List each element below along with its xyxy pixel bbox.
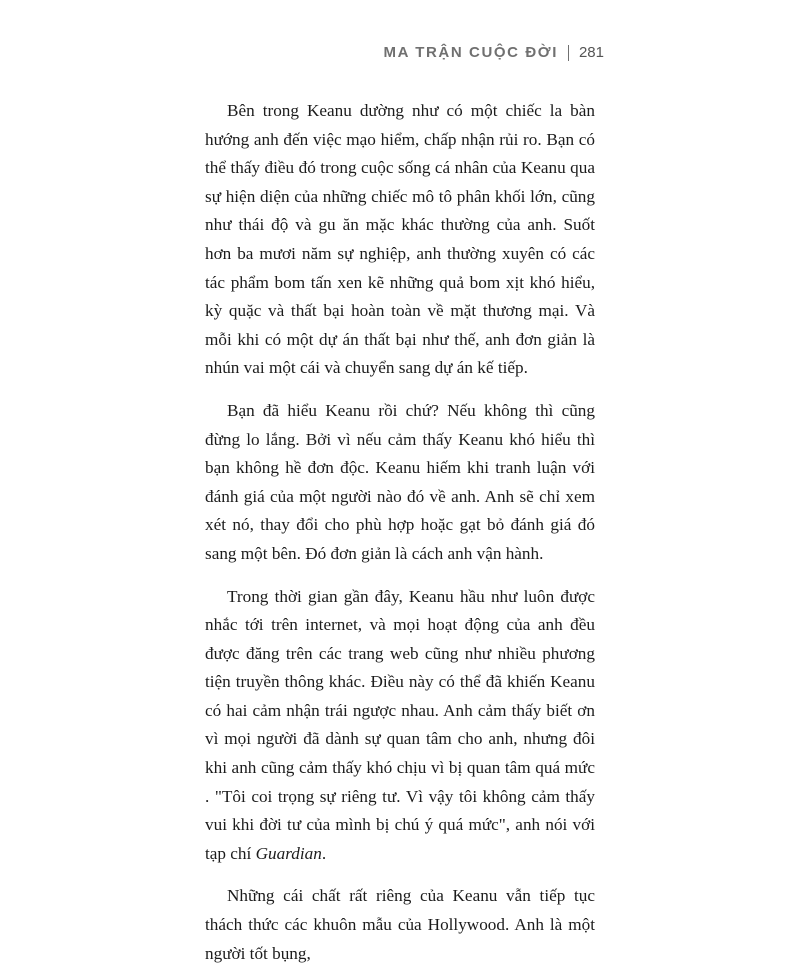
page-number: 281 [578, 44, 604, 61]
paragraph-3-text: Trong thời gian gần đây, Keanu hầu như luôn được nhắc tới trên internet, và mọi hoạt động của anh đều được đăng trên các trang web cũng như nhiều phương tiện truyền thông khác. Điều này có thể đã khiến Keanu có hai cảm nhận trái ngược nhau. Anh cảm thấy biết ơn vì mọi người đã dành sự quan tâm cho anh, nhưng đôi khi anh cũng cảm thấy khó chịu vì bị quan tâm quá mức . "Tôi coi trọng sự riêng tư. Vì vậy tôi không cảm thấy vui khi đời tư của mình bị chú ý quá mức", anh nói với tạp chí [205, 586, 595, 863]
chapter-title: MA TRẬN CUỘC ĐỜI [383, 44, 558, 61]
body-text [205, 97, 595, 968]
magazine-title: Guardian [255, 843, 322, 863]
paragraph-1: Bên trong Keanu dường như có một chiếc la bàn hướng anh đến việc mạo hiểm, chấp nhận rủi ro. Bạn có thể thấy điều đó trong cuộc sống cá nhân của Keanu qua sự hiện diện của những chiếc mô tô phân khối lớn, cũng như thái độ và gu ăn mặc khác thường của anh. Suốt hơn ba mươi năm sự nghiệp, anh thường xuyên có các tác phẩm bom tấn xen kẽ những quả bom xịt khó hiểu, kỳ quặc và thất bại hoàn toàn về mặt thương mại. Và mỗi khi có một dự án thất bại như thế, anh đơn giản là nhún vai một cái và chuyển sang dự án kế tiếp. [205, 101, 595, 378]
header-divider [568, 45, 569, 61]
paragraph-3 [205, 583, 595, 869]
paragraph-3-end: . [321, 843, 327, 863]
paragraph-4: Những cái chất rất riêng của Keanu vẫn tiếp tục thách thức các khuôn mẫu của Hollywood. Anh là một người tốt bụng, [205, 886, 595, 963]
running-head [383, 44, 604, 61]
paragraph-2: Bạn đã hiểu Keanu rồi chứ? Nếu không thì cũng đừng lo lắng. Bởi vì nếu cảm thấy Keanu khó hiểu thì bạn không hề đơn độc. Keanu hiếm khi tranh luận với đánh giá của một người nào đó về anh. Anh sẽ chỉ xem xét nó, thay đổi cho phù hợp hoặc gạt bỏ đánh giá đó sang một bên. Đó đơn giản là cách anh vận hành. [205, 400, 595, 563]
